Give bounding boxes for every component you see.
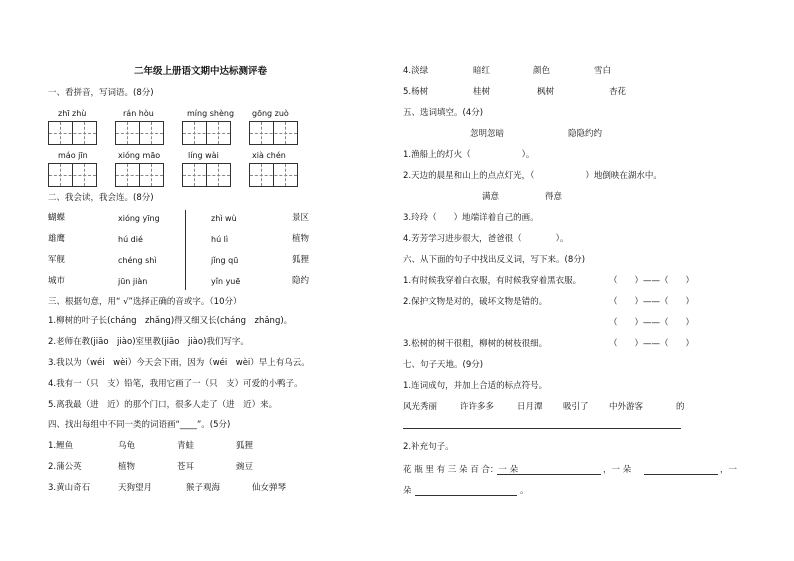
word-option[interactable]: 植物: [118, 462, 136, 472]
match-item[interactable]: 军舰: [48, 255, 66, 265]
page-title: 二年级上册语文期中达标测评卷: [134, 66, 268, 77]
pinyin-label: gōng zuò: [252, 109, 289, 118]
match-item[interactable]: 城市: [48, 276, 66, 286]
word-chip: 日月潭: [517, 402, 543, 412]
answer-line[interactable]: [415, 495, 517, 496]
writing-grid[interactable]: [115, 163, 164, 187]
fill-item[interactable]: 2.天边的晨星和山上的点点灯光，（ ）地倒映在湖水中。: [403, 171, 662, 181]
word-option[interactable]: 枫树: [537, 87, 555, 97]
word-option[interactable]: 青蛙: [177, 441, 195, 451]
word-chip: 的: [676, 402, 685, 412]
section-3-heading: 三、根据句意，用“ √”选择正确的音或字。（10分）: [48, 297, 242, 307]
word-option[interactable]: 雪白: [594, 66, 612, 76]
match-item[interactable]: 隐约: [292, 276, 310, 286]
match-item[interactable]: 雄鹰: [48, 234, 66, 244]
question-item[interactable]: 2.老师在教(jiāo jiào)室里教(jiāo jiào)我们写字。: [48, 337, 249, 347]
antonym-pair-blank[interactable]: （ ）——（ ）: [609, 297, 695, 307]
word-choice: 满意: [482, 192, 500, 202]
section-7-heading: 七、句子天地。(9分): [403, 360, 484, 370]
match-item[interactable]: 景区: [292, 213, 310, 223]
question-item[interactable]: 3.我以为（wéi wèi）今天会下雨，因为（wéi wèi）早上有乌云。: [48, 358, 310, 368]
writing-grid[interactable]: [182, 163, 231, 187]
word-option[interactable]: 1.鲤鱼: [48, 441, 74, 451]
word-option[interactable]: 猴子观海: [186, 483, 221, 493]
word-chip: 风光秀丽: [403, 402, 438, 412]
writing-grid[interactable]: [249, 163, 298, 187]
writing-grid[interactable]: [249, 121, 298, 145]
word-option[interactable]: 仙女弹琴: [252, 483, 287, 493]
word-option[interactable]: 桂树: [473, 87, 491, 97]
pinyin-label: máo jīn: [58, 151, 88, 160]
fill-item[interactable]: 3.玲玲（ ）地端详着自己的画。: [403, 213, 539, 223]
word-option[interactable]: 3.黄山奇石: [48, 483, 91, 493]
match-item[interactable]: chéng shì: [118, 256, 157, 265]
answer-line[interactable]: [644, 474, 718, 475]
pinyin-label: míng shèng: [187, 109, 235, 118]
word-option[interactable]: 苍耳: [177, 462, 195, 472]
sentence-text: 花 瓶 里 有 三 朵 百 合：一 朵: [403, 465, 519, 475]
fill-item[interactable]: 1.渔船上的灯火（ ）。: [403, 150, 535, 160]
answer-line[interactable]: [497, 474, 601, 475]
sentence-item: 2.保护文物是对的，破坏文物是错的。: [403, 297, 548, 307]
writing-grid[interactable]: [182, 121, 231, 145]
sentence-text: 。: [520, 486, 529, 496]
word-chip: 许许多多: [460, 402, 495, 412]
pinyin-label: líng wài: [188, 151, 219, 160]
match-item[interactable]: jūn jiàn: [118, 277, 148, 286]
section-1-heading: 一、看拼音，写词语。(8分): [48, 88, 154, 98]
fill-item[interactable]: 4.芳芳学习进步很大，爸爸很（ ）。: [403, 234, 569, 244]
match-item[interactable]: zhì wù: [211, 214, 237, 223]
match-item[interactable]: hú dié: [118, 235, 143, 244]
divider-line: [185, 210, 186, 290]
word-choice: 隐隐约约: [568, 129, 603, 139]
word-option[interactable]: 2.蒲公英: [48, 462, 82, 472]
sentence-text: ，一: [720, 465, 738, 475]
pinyin-label: xià chén: [252, 151, 286, 160]
word-option[interactable]: 颜色: [533, 66, 551, 76]
match-item[interactable]: 植物: [292, 234, 310, 244]
word-option[interactable]: 豌豆: [236, 462, 254, 472]
pinyin-label: rán hòu: [123, 109, 154, 118]
word-option[interactable]: 杏花: [609, 87, 627, 97]
writing-grid[interactable]: [48, 121, 97, 145]
question-item[interactable]: 5.离我最（进 近）的那个门口，很多人走了（进 近）来。: [48, 400, 278, 410]
word-choice: 忽明忽暗: [470, 129, 505, 139]
match-item[interactable]: jǐng qū: [211, 256, 239, 265]
sentence-text: 朵: [403, 486, 412, 496]
match-item[interactable]: 狐狸: [292, 255, 310, 265]
word-chip: 中外游客: [609, 402, 644, 412]
word-chip: 吸引了: [563, 402, 589, 412]
question-item[interactable]: 1.柳树的叶子长(cháng zhǎng)得又细又长(cháng zhǎng)。: [48, 316, 293, 326]
question-item[interactable]: 4.我有一（只 支）铅笔，我用它画了一（只 支）可爱的小鸭子。: [48, 379, 303, 389]
match-item[interactable]: hú lì: [211, 235, 229, 244]
match-item[interactable]: 蝴蝶: [48, 213, 66, 223]
antonym-pair-blank[interactable]: （ ）——（ ）: [609, 318, 695, 328]
word-option[interactable]: 5.杨树: [403, 87, 429, 97]
word-option[interactable]: 4.淡绿: [403, 66, 429, 76]
antonym-pair-blank[interactable]: （ ）——（ ）: [609, 276, 695, 286]
word-option[interactable]: 暗红: [473, 66, 491, 76]
question-prompt: 2.补充句子。: [403, 442, 454, 452]
antonym-pair-blank[interactable]: （ ）——（ ）: [609, 339, 695, 349]
section-6-heading: 六、从下面的句子中找出反义词，写下来。(8分): [403, 255, 586, 265]
section-5-heading: 五、选词填空。(4分): [403, 108, 484, 118]
section-2-heading: 二、我会读，我会连。(8分): [48, 193, 154, 203]
word-option[interactable]: 乌龟: [118, 441, 136, 451]
pinyin-label: xióng māo: [118, 151, 161, 160]
writing-grid[interactable]: [48, 163, 97, 187]
writing-grid[interactable]: [115, 121, 164, 145]
section-4-heading: 四、找出每组中不同一类的词语画“____”。(5分): [48, 420, 231, 430]
word-option[interactable]: 天狗望月: [118, 483, 153, 493]
match-item[interactable]: xióng yīng: [118, 214, 160, 223]
word-choice: 得意: [545, 192, 563, 202]
pinyin-label: zhī zhù: [58, 109, 87, 118]
question-prompt: 1.连词成句，并加上合适的标点符号。: [403, 381, 548, 391]
match-item[interactable]: yǐn yuē: [211, 277, 241, 286]
answer-line[interactable]: [403, 428, 681, 429]
sentence-item: 1.有时候我穿着白衣服，有时候我穿着黑衣服。: [403, 276, 582, 286]
sentence-item: 3.松树的树干很粗，柳树的树枝很细。: [403, 339, 548, 349]
word-option[interactable]: 狐狸: [236, 441, 254, 451]
sentence-text: ，一 朵: [603, 465, 632, 475]
